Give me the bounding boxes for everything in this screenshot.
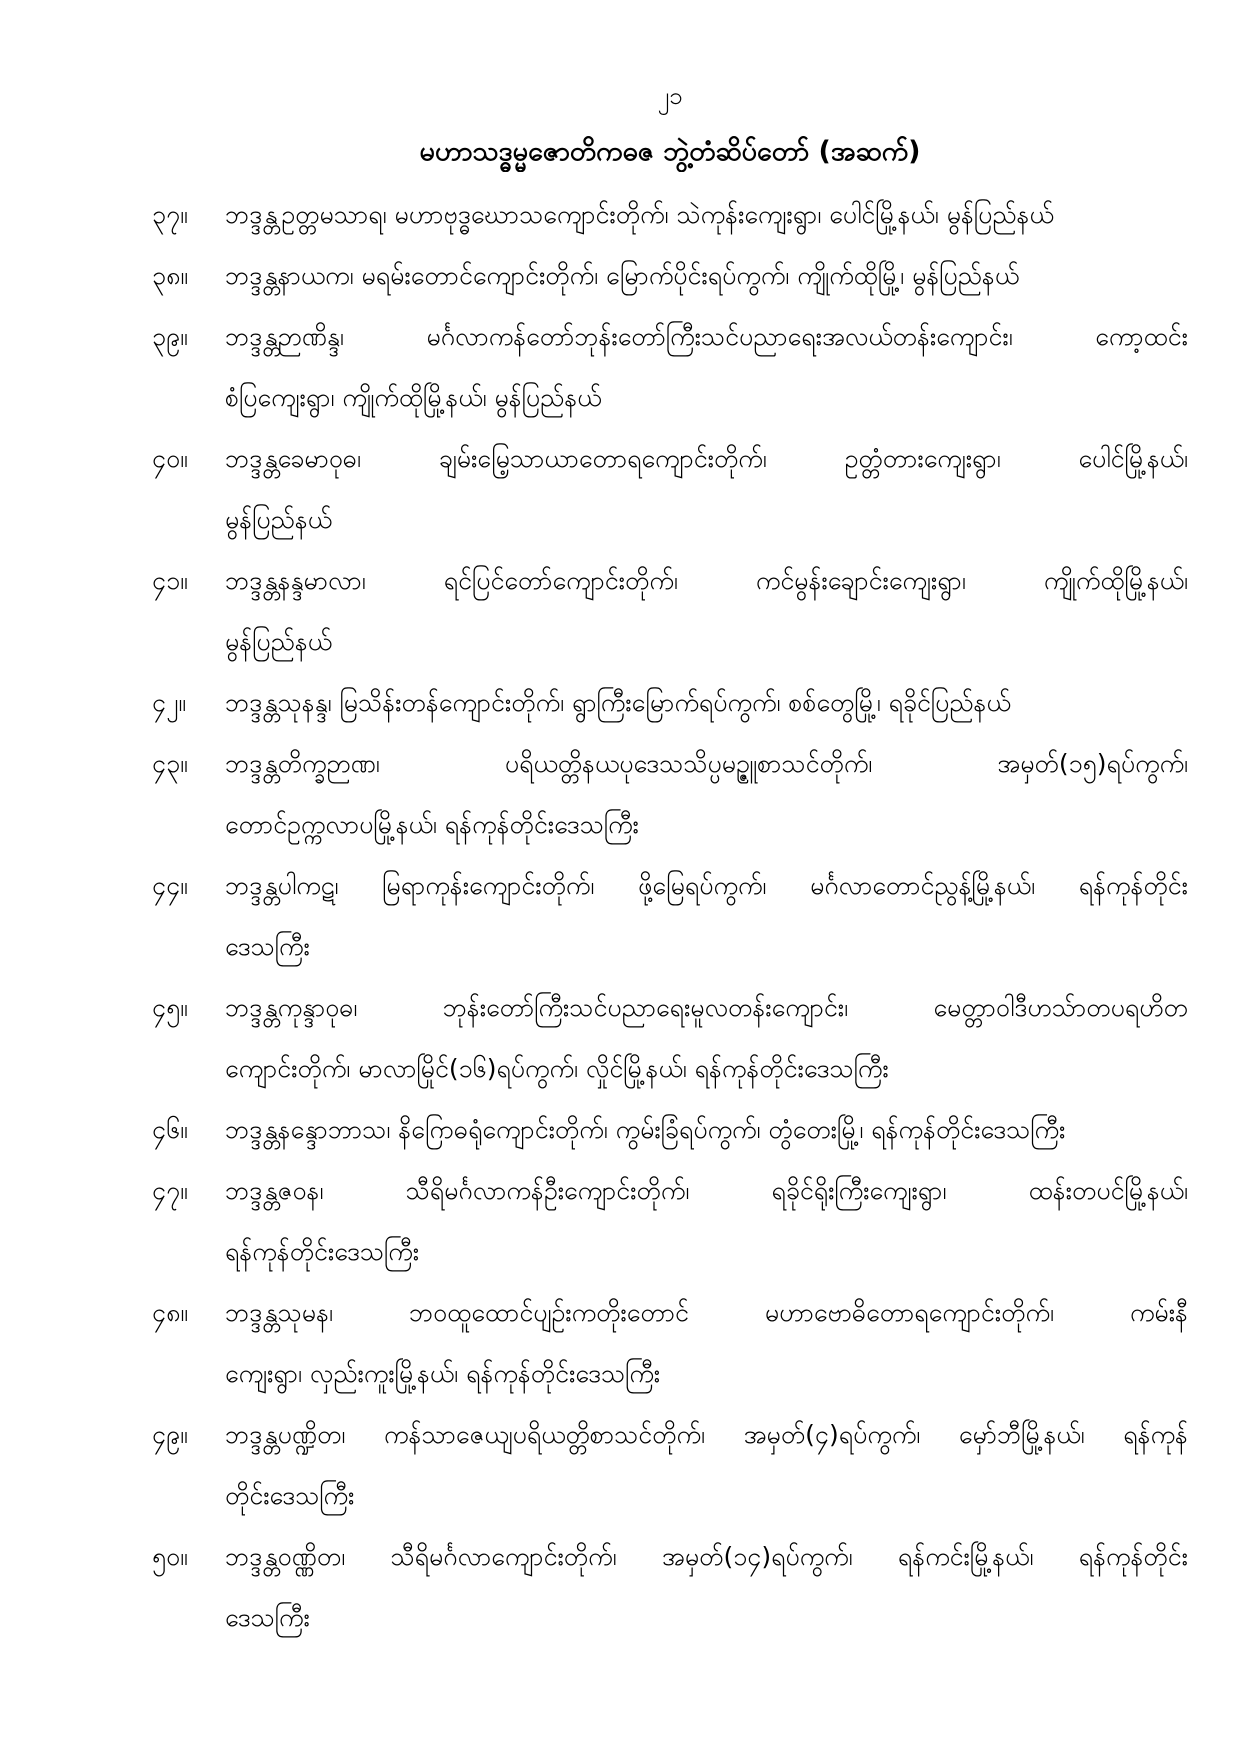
item-text-line: ဘဒ္ဒန္တဥတ္တမသာရ၊ မဟာဗုဒ္ဓဃောသကျောင်းတိုက်၊ သဲကုန်းကျေးရွာ၊ ပေါင်မြို့နယ်၊ မွန်ပြည်နယ် <box>225 200 1054 229</box>
item-text <box>225 1404 1188 1526</box>
list-item <box>152 550 1188 672</box>
item-number: ၄၃။ <box>152 749 188 778</box>
item-number: ၄၄။ <box>152 871 188 900</box>
item-text-line: မွန်ပြည်နယ် <box>225 505 333 534</box>
item-number: ၄၁။ <box>152 566 188 595</box>
item-text <box>225 550 1188 672</box>
item-number: ၃၇။ <box>152 200 188 229</box>
list-item <box>152 1099 1188 1160</box>
item-text-line: တောင်ဥက္ကလာပမြို့နယ်၊ ရန်ကုန်တိုင်းဒေသကြီး <box>225 810 639 839</box>
item-number: ၃၈။ <box>152 261 188 290</box>
item-text-line: ဘဒ္ဒန္တနန္ဒမာလာ၊ ရင်ပြင်တော်ကျောင်းတိုက်၊ ကင်မွန်းချောင်းကျေးရွာ၊ ကျိုက်ထိုမြို့နယ်၊ <box>225 566 1188 595</box>
item-text-line: စံပြကျေးရွာ၊ ကျိုက်ထိုမြို့နယ်၊ မွန်ပြည်နယ် <box>225 383 602 412</box>
list-item <box>152 1282 1188 1404</box>
item-text-line: ဘဒ္ဒန္တခေမာဝုဓ၊ ချမ်းမြေ့သာယာတောရကျောင်းတိုက်၊ ဥတ္တံတားကျေးရွာ၊ ပေါင်မြို့နယ်၊ <box>225 444 1188 473</box>
item-number: ၃၉။ <box>152 322 188 351</box>
item-number: ၄၂။ <box>152 688 186 717</box>
item-text <box>225 1526 1188 1648</box>
item-text <box>225 672 1188 733</box>
item-text-line: မွန်ပြည်နယ် <box>225 627 333 656</box>
item-number: ၄၇။ <box>152 1176 188 1205</box>
item-text-line: ကျေးရွာ၊ လှည်းကူးမြို့နယ်၊ ရန်ကုန်တိုင်းဒေသကြီး <box>225 1359 661 1388</box>
item-number: ၄၀။ <box>152 444 188 473</box>
item-text <box>225 1099 1188 1160</box>
item-text-line: ရန်ကုန်တိုင်းဒေသကြီး <box>225 1237 420 1266</box>
item-text-line: ဘဒ္ဒန္တသုမန၊ ဘဝထူထောင်ပျဉ်းကတိုးတောင် မဟာဗောဓိတောရကျောင်းတိုက်၊ ကမ်းနီ <box>225 1298 1188 1327</box>
list-item <box>152 1160 1188 1282</box>
item-text <box>225 245 1188 306</box>
item-number: ၄၉။ <box>152 1420 188 1449</box>
list-item <box>152 1526 1188 1648</box>
item-text <box>225 977 1188 1099</box>
item-number: ၅၀။ <box>152 1542 188 1571</box>
item-text-line: ကျောင်းတိုက်၊ မာလာမြိုင်(၁၆)ရပ်ကွက်၊ လှိုင်မြို့နယ်၊ ရန်ကုန်တိုင်းဒေသကြီး <box>225 1054 889 1083</box>
item-number: ၄၈။ <box>152 1298 188 1327</box>
item-text <box>225 1282 1188 1404</box>
list-item <box>152 1404 1188 1526</box>
item-text-line: ဘဒ္ဒန္တနာယက၊ မရမ်းတောင်ကျောင်းတိုက်၊ မြောက်ပိုင်းရပ်ကွက်၊ ကျိုက်ထိုမြို့၊ မွန်ပြည်နယ် <box>225 261 1020 290</box>
item-text <box>225 855 1188 977</box>
list-item <box>152 855 1188 977</box>
list-item <box>152 306 1188 428</box>
item-text <box>225 733 1188 855</box>
item-text-line: ဒေသကြီး <box>225 932 310 961</box>
item-text-line: ဘဒ္ဒန္တဇဝန၊ သီရိမင်္ဂလာကန်ဦးကျောင်းတိုက်၊ ရခိုင်ရိုးကြီးကျေးရွာ၊ ထန်းတပင်မြို့နယ်၊ <box>225 1176 1188 1205</box>
item-text <box>225 184 1188 245</box>
item-text-line: ဘဒ္ဒန္တဉာဏိန္ဒ၊ မင်္ဂလာကန်တော်ဘုန်းတော်ကြီးသင်ပညာရေးအလယ်တန်းကျောင်း၊ ကော့ထင်း <box>225 322 1188 351</box>
item-text-line: ဘဒ္ဒန္တပဏ္ဍိတ၊ ကန်သာဇေယျပရိယတ္တိစာသင်တိုက်၊ အမှတ်(၄)ရပ်ကွက်၊ မှော်ဘီမြို့နယ်၊ ရန်ကုန် <box>225 1420 1188 1449</box>
item-text <box>225 428 1188 550</box>
page-title: မဟာသဒ္ဓမ္မဇောတိကဓဇ ဘွဲ့တံဆိပ်တော် (အဆက်) <box>419 136 921 167</box>
item-text <box>225 306 1188 428</box>
list-item <box>152 733 1188 855</box>
list-item <box>152 428 1188 550</box>
list-item <box>152 184 1188 245</box>
list-item <box>152 977 1188 1099</box>
item-number: ၄၆။ <box>152 1115 188 1144</box>
item-text-line: ဘဒ္ဒန္တနန္ဒောဘာသ၊ နိဂြောဓရုံကျောင်းတိုက်၊ ကွမ်းခြံရပ်ကွက်၊ တွံတေးမြို့၊ ရန်ကုန်တိုင်းဒေသကြီး <box>225 1115 1066 1144</box>
item-text-line: ဘဒ္ဒန္တပါကဋ၊ မြရာကုန်းကျောင်းတိုက်၊ ဖို့မြေရပ်ကွက်၊ မင်္ဂလာတောင်ညွန့်မြို့နယ်၊ ရန်ကုန်တိုင်း <box>225 871 1188 900</box>
item-text-line: တိုင်းဒေသကြီး <box>225 1481 355 1510</box>
item-text-line: ဒေသကြီး <box>225 1603 310 1632</box>
item-text <box>225 1160 1188 1282</box>
item-text-line: ဘဒ္ဒန္တကုန္ဒာဝုဓ၊ ဘုန်းတော်ကြီးသင်ပညာရေးမူလတန်းကျောင်း၊ မေတ္တာဝါဒီဟသ်ာတပရဟိတ <box>225 993 1188 1022</box>
item-text-line: ဘဒ္ဒန္တတိက္ခဉာဏ၊ ပရိယတ္တိနယပုဒေသသိပ္ပမဉ္ဇူစာသင်တိုက်၊ အမှတ်(၁၅)ရပ်ကွက်၊ <box>225 749 1188 778</box>
list-item <box>152 672 1188 733</box>
list-item <box>152 245 1188 306</box>
item-number: ၄၅။ <box>152 993 188 1022</box>
awardee-list <box>152 184 1188 1648</box>
item-text-line: ဘဒ္ဒန္တသုနန္ဒ၊ မြသိန်းတန်ကျောင်းတိုက်၊ ရွာကြီးမြောက်ရပ်ကွက်၊ စစ်တွေမြို့၊ ရခိုင်ပြည်နယ် <box>225 688 1011 717</box>
page-number: ၂၁ <box>657 82 683 110</box>
item-text-line: ဘဒ္ဒန္တဝဏ္ဏိတ၊ သီရိမင်္ဂလာကျောင်းတိုက်၊ အမှတ်(၁၄)ရပ်ကွက်၊ ရန်ကင်းမြို့နယ်၊ ရန်ကုန်တိုင်း <box>225 1542 1188 1571</box>
